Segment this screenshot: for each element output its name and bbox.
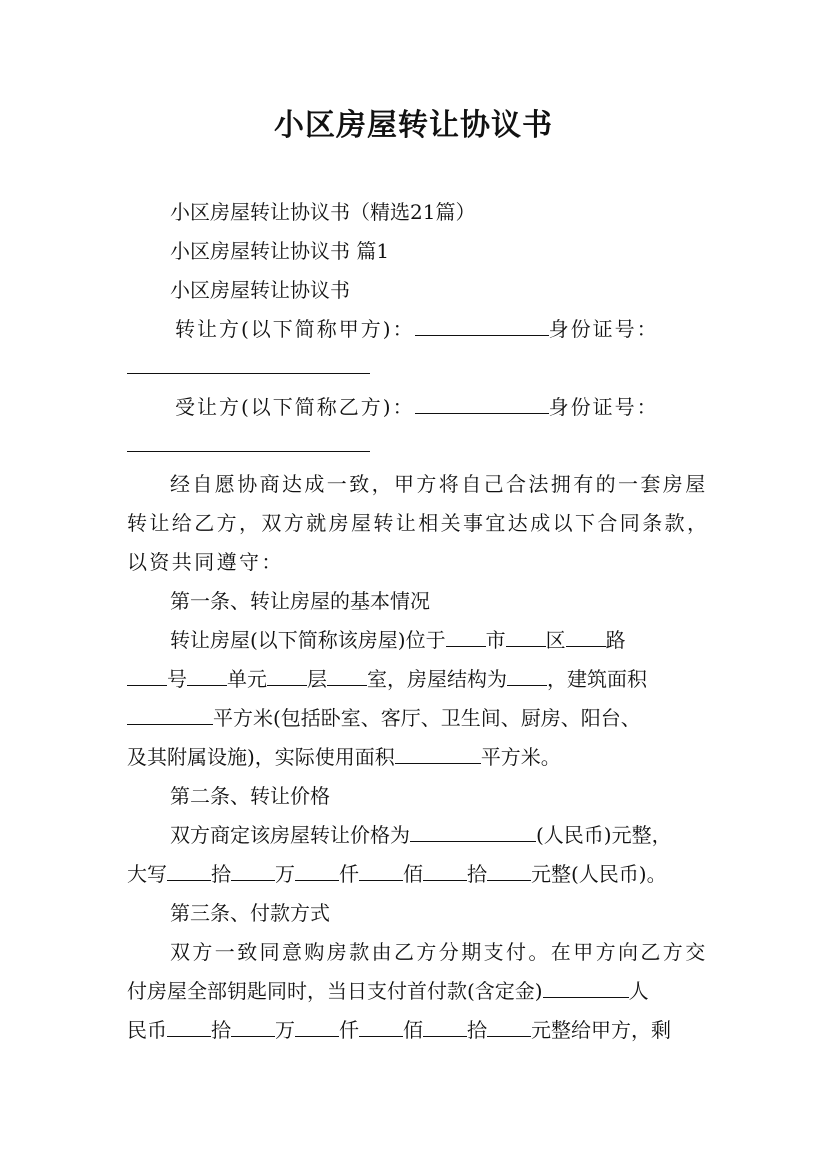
city-blank (446, 628, 486, 647)
shi-wan-blank (167, 862, 211, 881)
intro-line-2: 小区房屋转让协议书 篇1 (170, 239, 390, 263)
intro-line-3: 小区房屋转让协议书 (170, 278, 350, 302)
sqm-label: 平方米。 (480, 745, 561, 769)
transferor-line (175, 315, 659, 343)
bai-label: 佰 (403, 862, 423, 886)
yuan-blank (487, 862, 531, 881)
district-label: 区 (545, 628, 566, 652)
article-3-line-2 (127, 977, 649, 1005)
para1-line-2: 转让给乙方，双方就房屋转让相关事宜达成以下合同条款， (127, 511, 710, 535)
transferor-name-blank (415, 317, 549, 336)
number-blank (127, 667, 167, 686)
pay-qian-label: 仟 (339, 1018, 359, 1042)
unit-blank (187, 667, 227, 686)
rmb-label-end: 民币 (127, 1018, 167, 1042)
transferor-label: 转让方(以下简称甲方)： (175, 317, 415, 341)
pay-yuan-label: 元整给甲方，剩 (531, 1018, 671, 1042)
pay-shi-label: 拾 (211, 1018, 231, 1042)
rmb-label-start: 人 (628, 979, 649, 1003)
transferor-id-label: 身份证号： (548, 317, 659, 341)
pay-wan-label: 万 (275, 1018, 295, 1042)
road-blank (566, 628, 606, 647)
floor-label: 层 (307, 667, 327, 691)
pay-bai-label: 佰 (403, 1018, 423, 1042)
intro-line-1: 小区房屋转让协议书（精选21篇） (170, 200, 476, 224)
article-2-heading: 第二条、转让价格 (170, 784, 330, 808)
para1-line-1: 经自愿协商达成一致，甲方将自己合法拥有的一套房屋 (170, 472, 708, 496)
down-payment-blank (543, 979, 629, 998)
rooms-description: 平方米(包括卧室、客厅、卫生间、厨房、阳台、 (213, 706, 641, 730)
qian-label: 仟 (339, 862, 359, 886)
transferor-id-blank (127, 373, 370, 374)
wan-label: 万 (275, 862, 295, 886)
wan-blank (231, 862, 275, 881)
price-label: 双方商定该房屋转让价格为 (170, 823, 410, 847)
article-3-line-1: 双方一致同意购房款由乙方分期支付。在甲方向乙方交 (170, 940, 708, 964)
room-blank (327, 667, 367, 686)
pay-wan-blank (231, 1018, 275, 1037)
structure-blank (507, 667, 547, 686)
usable-area-label: 及其附属设施)，实际使用面积 (127, 745, 395, 769)
pay-bai-blank (359, 1018, 403, 1037)
article-3-line-3 (127, 1016, 671, 1044)
shi-label: 拾 (211, 862, 231, 886)
building-area-label: ，建筑面积 (547, 667, 647, 691)
floor-blank (267, 667, 307, 686)
unit-label: 单元 (227, 667, 267, 691)
city-label: 市 (485, 628, 506, 652)
shi-blank (423, 862, 467, 881)
article-1-line-2 (127, 665, 647, 693)
pay-shi-label-2: 拾 (467, 1018, 487, 1042)
pay-shi-blank (423, 1018, 467, 1037)
article-3-heading: 第三条、付款方式 (170, 901, 330, 925)
down-payment-label: 付房屋全部钥匙同时，当日支付首付款(含定金) (127, 979, 543, 1003)
qian-blank (295, 862, 339, 881)
number-label: 号 (167, 667, 187, 691)
article-2-line-2 (127, 860, 667, 888)
pay-yuan-blank (487, 1018, 531, 1037)
para1-line-3: 以资共同遵守： (127, 550, 284, 574)
pay-shi-wan-blank (167, 1018, 211, 1037)
document-title: 小区房屋转让协议书 (274, 108, 553, 143)
road-label: 路 (605, 628, 626, 652)
usable-area-blank (395, 745, 481, 764)
location-label: 转让房屋(以下简称该房屋)位于 (170, 628, 446, 652)
room-structure-label: 室，房屋结构为 (367, 667, 507, 691)
article-1-line-3 (127, 704, 641, 732)
price-currency-label: (人民币)元整， (536, 823, 672, 847)
article-2-line-1 (170, 821, 672, 849)
capital-amount-label: 大写 (127, 862, 167, 886)
transferee-line (175, 393, 659, 421)
article-1-line-1 (170, 626, 626, 654)
price-blank (410, 823, 536, 842)
bai-blank (359, 862, 403, 881)
pay-qian-blank (295, 1018, 339, 1037)
transferee-id-label: 身份证号： (548, 395, 659, 419)
article-1-line-4 (127, 743, 561, 771)
yuan-label: 元整(人民币)。 (531, 862, 667, 886)
building-area-blank (127, 706, 213, 725)
article-1-heading: 第一条、转让房屋的基本情况 (170, 589, 430, 613)
transferee-id-blank (127, 451, 370, 452)
district-blank (506, 628, 546, 647)
transferee-name-blank (415, 395, 549, 414)
transferee-label: 受让方(以下简称乙方)： (175, 395, 415, 419)
shi-label-2: 拾 (467, 862, 487, 886)
